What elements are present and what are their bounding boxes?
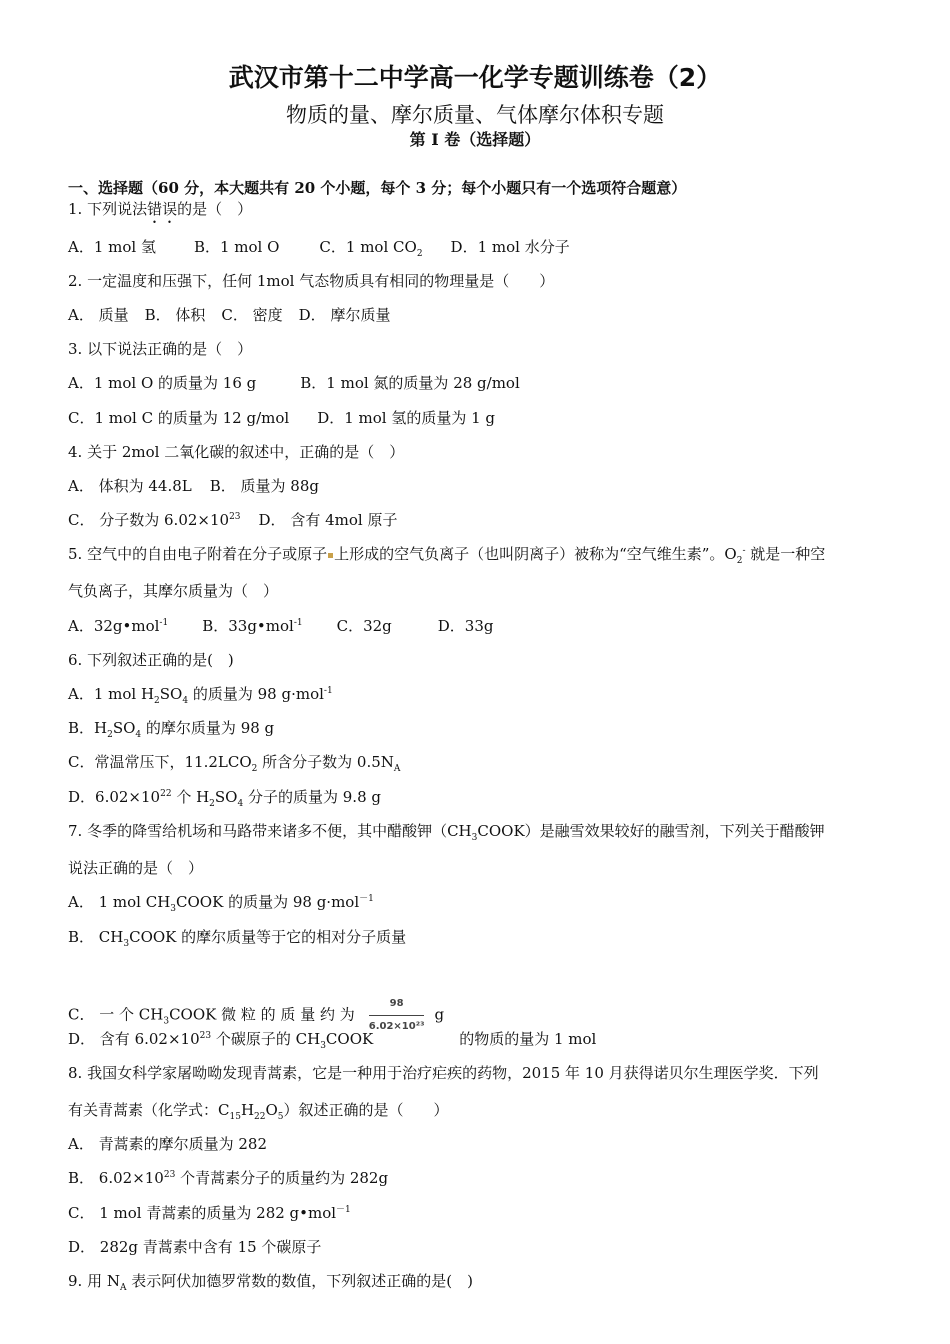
q8-option-d: D． 282g 青蒿素中含有 15 个碳原子: [68, 1238, 322, 1256]
q4-options-cd: [68, 510, 397, 530]
q7-option-b: B． $CH_3COOK$ 的摩尔质量等于它的相对分子质量: [68, 928, 407, 949]
q3-option-b: B．1 mol 氮的质量为 28 g/mol: [300, 374, 520, 392]
annotation-mark: [328, 553, 333, 558]
q9-stem: 9. 用 $N_A$ 表示阿伏加德罗常数的数值，下列叙述正确的是( ): [68, 1272, 473, 1293]
q1-options: [68, 237, 570, 257]
q3-option-c: C．1 mol C 的质量为 12 g/mol: [68, 409, 290, 427]
q2-option-b: B． 体积: [144, 306, 206, 324]
q7-option-d: D． 含有 $6.02\times 10^{23}$ 个碳原子的 $CH_3COOK$ 的物质的量为 1 mol: [68, 1030, 597, 1051]
q8-stem-line2: 有关青蒿素（化学式：$C_{15}H_{22}O_5$）叙述正确的是（ ）: [68, 1101, 449, 1122]
q4-option-b: B． 质量为 88g: [209, 477, 319, 495]
q5-option-b: B．33g•mol$^{-1}$: [202, 617, 303, 635]
exam-subtitle: 物质的量、摩尔质量、气体摩尔体积专题: [286, 103, 664, 127]
q3-stem: 3. 以下说法正确的是（ ）: [68, 340, 253, 358]
q1-option-b: B．1 mol O: [193, 238, 280, 256]
q4-options-ab: [68, 476, 319, 496]
q3-option-d: D．1 mol 氢的质量为 1 g: [317, 409, 496, 427]
q6-option-a: A．1 mol $H_2SO_4$ 的质量为 98 g·mol$^{-1}$: [68, 685, 333, 706]
q1-option-c: C．1 mol $CO_2$: [319, 238, 423, 259]
q3-options-cd: [68, 408, 495, 428]
q8-option-a: A． 青蒿素的摩尔质量为 282: [68, 1135, 268, 1153]
q7-stem-line1: 7. 冬季的降雪给机场和马路带来诸多不便，其中醋酸钾$(CH_3COOK)$是融雪效果较好的融雪剂，下列关于醋酸钾: [68, 822, 825, 843]
q5-option-d: D．33g: [437, 617, 494, 635]
q8-stem-line1: 8. 我国女科学家屠呦呦发现青蒿素，它是一种用于治疗疟疾的药物，2015 年 10 月获得诺贝尔生理医学奖．下列: [68, 1064, 819, 1082]
q1-option-a: A．1 mol 氢: [68, 238, 156, 256]
q1-option-d: D．1 mol 水分子: [450, 238, 570, 256]
exam-title: 武汉市第十二中学高一化学专题训练卷（2）: [228, 63, 722, 92]
q2-option-a: A． 质量: [68, 306, 129, 324]
q4-stem: 4. 关于 2mol 二氧化碳的叙述中，正确的是（ ）: [68, 443, 405, 461]
q1-stem: 1. 下列说法错误的是（ ）: [68, 200, 253, 218]
q3-option-a: A．1 mol O 的质量为 16 g: [68, 374, 257, 392]
q2-option-c: C． 密度: [221, 306, 283, 324]
q5-options: [68, 616, 494, 636]
q8-option-c: C． 1 mol 青蒿素的质量为 282 g•mol$^{-1}$: [68, 1204, 351, 1222]
fraction-formula: $\frac{98}{\text{6.02×10²³}}$: [369, 994, 425, 1037]
q3-options-ab: [68, 373, 520, 393]
q5-option-c: C．32g: [336, 617, 392, 635]
q6-option-c: C．常温常压下，$11.2LCO_2$ 所含分子数为 $0.5N_A$: [68, 753, 401, 774]
q4-option-d: D． 含有 4mol 原子: [258, 511, 398, 529]
q6-option-d: D．$6.02\times 10^{22}$ 个 $H_2SO_4$ 分子的质量为 9.8 g: [68, 788, 381, 809]
q5-stem-line2: 气负离子，其摩尔质量为（ ）: [68, 582, 279, 600]
q6-option-b: B．$H_2SO_4$ 的摩尔质量为 98 g: [68, 719, 275, 740]
q5-stem-line1: 5. 空气中的自由电子附着在分子或原子 上形成的空气负离子（也叫阴离子）被称为“空气维生素”。$O_2^-$ 就是一种空: [68, 545, 826, 566]
section-heading: 一、选择题（60 分，本大题共有 20 个小题，每个 3 分；每个小题只有一个选项符合题意）: [68, 179, 687, 197]
q8-option-b: B． $6.02\times 10^{23}$ 个青蒿素分子的质量约为 282g: [68, 1169, 389, 1187]
q7-stem-line2: 说法正确的是（ ）: [68, 859, 204, 877]
q6-stem: 6. 下列叙述正确的是( ): [68, 651, 234, 669]
q5-option-a: A．32g•mol$^{-1}$: [68, 617, 169, 635]
q2-options: [68, 305, 390, 325]
q2-option-d: D． 摩尔质量: [298, 306, 391, 324]
q7-option-c: C． 一 个 $CH_3COOK$ 微 粒 的 质 量 约 为 $\frac{98}{\text{6.02×10²³}}$ g: [68, 994, 444, 1037]
q4-option-c: C． 分子数为 $6.02\times 10^{23}$: [68, 511, 241, 529]
q7-option-a: A． 1 mol $CH_3COOK$ 的质量为 98 g·mol$^{-1}$: [68, 893, 374, 914]
q2-stem: 2. 一定温度和压强下，任何 1mol 气态物质具有相同的物理量是（ ）: [68, 272, 555, 290]
q4-option-a: A． 体积为 44.8L: [68, 477, 192, 495]
volume-heading: 第 I 卷（选择题）: [409, 130, 541, 149]
